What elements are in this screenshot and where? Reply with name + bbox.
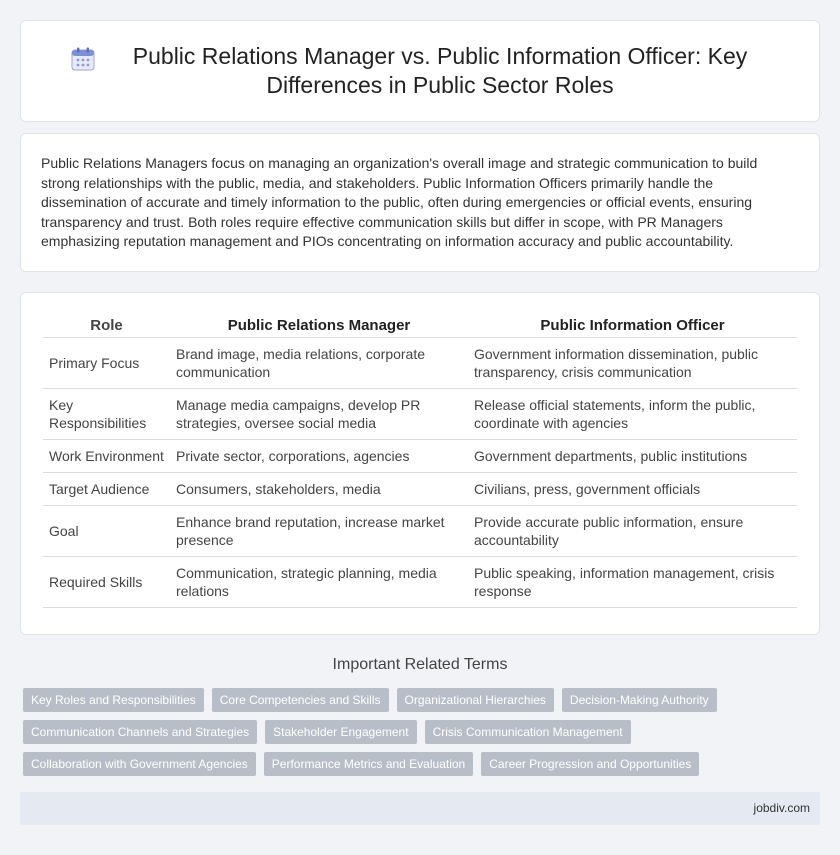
tag-row [23, 688, 823, 712]
pr-manager-cell: Enhance brand reputation, increase market presence [170, 506, 468, 557]
related-terms-title: Important Related Terms [332, 656, 508, 673]
table-row [43, 506, 797, 557]
intro-paragraph: Public Relations Managers focus on managing an organization's overall image and strategic communication to build strong relationships with the public, media, and stakeholders. Public Information Officers primarily handle the dissemination of accurate and timely information to the public, often during emergencies or official events, ensuring transparency and trust. Both roles require effective communication skills but differ in scope, with PR Managers emphasizing reputation management and PIOs concentrating on information accuracy and public accountability. [41, 155, 758, 250]
related-term-tag[interactable]: Organizational Hierarchies [397, 688, 554, 712]
row-label: Goal [43, 506, 170, 557]
table-row [43, 338, 797, 389]
row-label: Target Audience [43, 473, 170, 506]
tag-row [23, 720, 823, 744]
comparison-card [20, 292, 820, 635]
pio-cell: Release official statements, inform the public, coordinate with agencies [468, 389, 797, 440]
header-pr-manager: Public Relations Manager [170, 313, 468, 338]
related-term-tag[interactable]: Decision-Making Authority [562, 688, 717, 712]
pr-manager-cell: Brand image, media relations, corporate communication [170, 338, 468, 389]
header-role: Role [43, 313, 170, 338]
pio-cell: Government information dissemination, public transparency, crisis communication [468, 338, 797, 389]
pio-cell: Government departments, public institutions [468, 440, 797, 473]
related-term-tag[interactable]: Collaboration with Government Agencies [23, 752, 256, 776]
table-row [43, 440, 797, 473]
comparison-table [43, 313, 797, 608]
row-label: Primary Focus [43, 338, 170, 389]
related-term-tag[interactable]: Stakeholder Engagement [265, 720, 416, 744]
row-label: Work Environment [43, 440, 170, 473]
related-terms [23, 688, 823, 784]
pio-cell: Civilians, press, government officials [468, 473, 797, 506]
row-label: Required Skills [43, 557, 170, 608]
page-title: Public Relations Manager vs. Public Information Officer: Key Differences in Public Sector Roles [132, 43, 748, 98]
related-term-tag[interactable]: Performance Metrics and Evaluation [264, 752, 473, 776]
row-label: Key Responsibilities [43, 389, 170, 440]
related-term-tag[interactable]: Core Competencies and Skills [212, 688, 389, 712]
related-term-tag[interactable]: Communication Channels and Strategies [23, 720, 257, 744]
tag-row [23, 752, 823, 776]
related-term-tag[interactable]: Key Roles and Responsibilities [23, 688, 204, 712]
footer [20, 792, 820, 825]
table-row [43, 557, 797, 608]
related-term-tag[interactable]: Career Progression and Opportunities [481, 752, 699, 776]
header-pio: Public Information Officer [468, 313, 797, 338]
calendar-icon [70, 46, 96, 72]
pr-manager-cell: Manage media campaigns, develop PR strategies, oversee social media [170, 389, 468, 440]
pio-cell: Provide accurate public information, ensure accountability [468, 506, 797, 557]
table-row [43, 473, 797, 506]
related-term-tag[interactable]: Crisis Communication Management [425, 720, 631, 744]
table-row [43, 389, 797, 440]
title-card [20, 20, 820, 122]
pio-cell: Public speaking, information management, crisis response [468, 557, 797, 608]
title-wrap [70, 42, 770, 100]
pr-manager-cell: Private sector, corporations, agencies [170, 440, 468, 473]
pr-manager-cell: Communication, strategic planning, media relations [170, 557, 468, 608]
pr-manager-cell: Consumers, stakeholders, media [170, 473, 468, 506]
table-header-row [43, 313, 797, 338]
intro-card [20, 133, 820, 272]
footer-site-link[interactable]: jobdiv.com [753, 801, 810, 815]
